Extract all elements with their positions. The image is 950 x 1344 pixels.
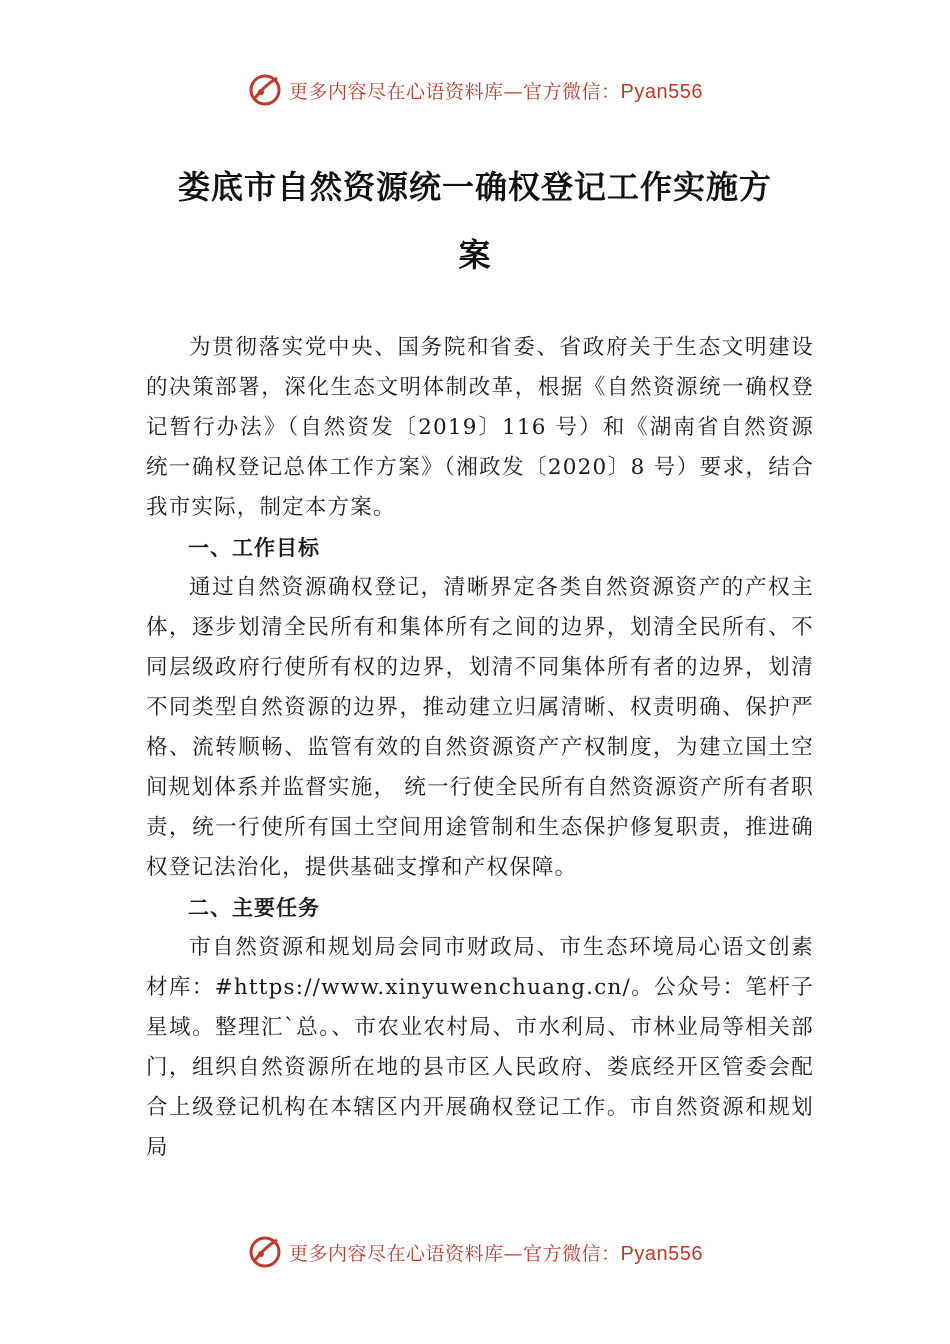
brush-logo-icon: [247, 1234, 283, 1270]
section1-heading: 一、工作目标: [188, 536, 320, 560]
document-body: [146, 328, 814, 1168]
brush-logo-icon: [247, 72, 283, 108]
document-title-line1: 娄底市自然资源统一确权登记工作实施方: [177, 168, 772, 206]
banner-text: 更多内容尽在心语资料库—官方微信：Pyan556: [289, 80, 703, 103]
banner-text: 更多内容尽在心语资料库—官方微信：Pyan556: [289, 1242, 703, 1265]
footer-banner[interactable]: [0, 1230, 950, 1274]
header-banner[interactable]: [0, 68, 950, 112]
section2-heading: 二、主要任务: [188, 896, 320, 920]
intro-paragraph: 为贯彻落实党中央、国务院和省委、省政府关于生态文明建设的决策部署，深化生态文明体制改革，根据《自然资源统一确权登记暂行办法》（自然资发〔2019〕116 号）和《湖南省自然资源统一确权登记总体工作方案》（湘政发〔2020〕8 号）要求，结合我市实际，制定本方案。: [146, 335, 814, 520]
section1-paragraph: 通过自然资源确权登记，清晰界定各类自然资源资产的产权主体，逐步划清全民所有和集体所有之间的边界，划清全民所有、不同层级政府行使所有权的边界，划清不同集体所有者的边界，划清不同类型自然资源的边界，推动建立归属清晰、权责明确、保护严格、流转顺畅、监管有效的自然资源资产产权制度，为建立国土空间规划体系并监督实施， 统一行使全民所有自然资源资产所有者职责，统一行使所有国土空间用途管制和生态保护修复职责，推进确权登记法治化，提供基础支撑和产权保障。: [146, 575, 814, 880]
document-title-line2: 案: [458, 236, 492, 274]
section2-paragraph: 市自然资源和规划局会同市财政局、市生态环境局心语文创素材库：#https://www.xinyuwenchuang.cn/。公众号：笔杆子星域。整理汇`总。、市农业农村局、市水利局、市林业局等相关部门，组织自然资源所在地的县市区人民政府、娄底经开区管委会配合上级登记机构在本辖区内开展确权登记工作。市自然资源和规划局: [146, 935, 814, 1160]
